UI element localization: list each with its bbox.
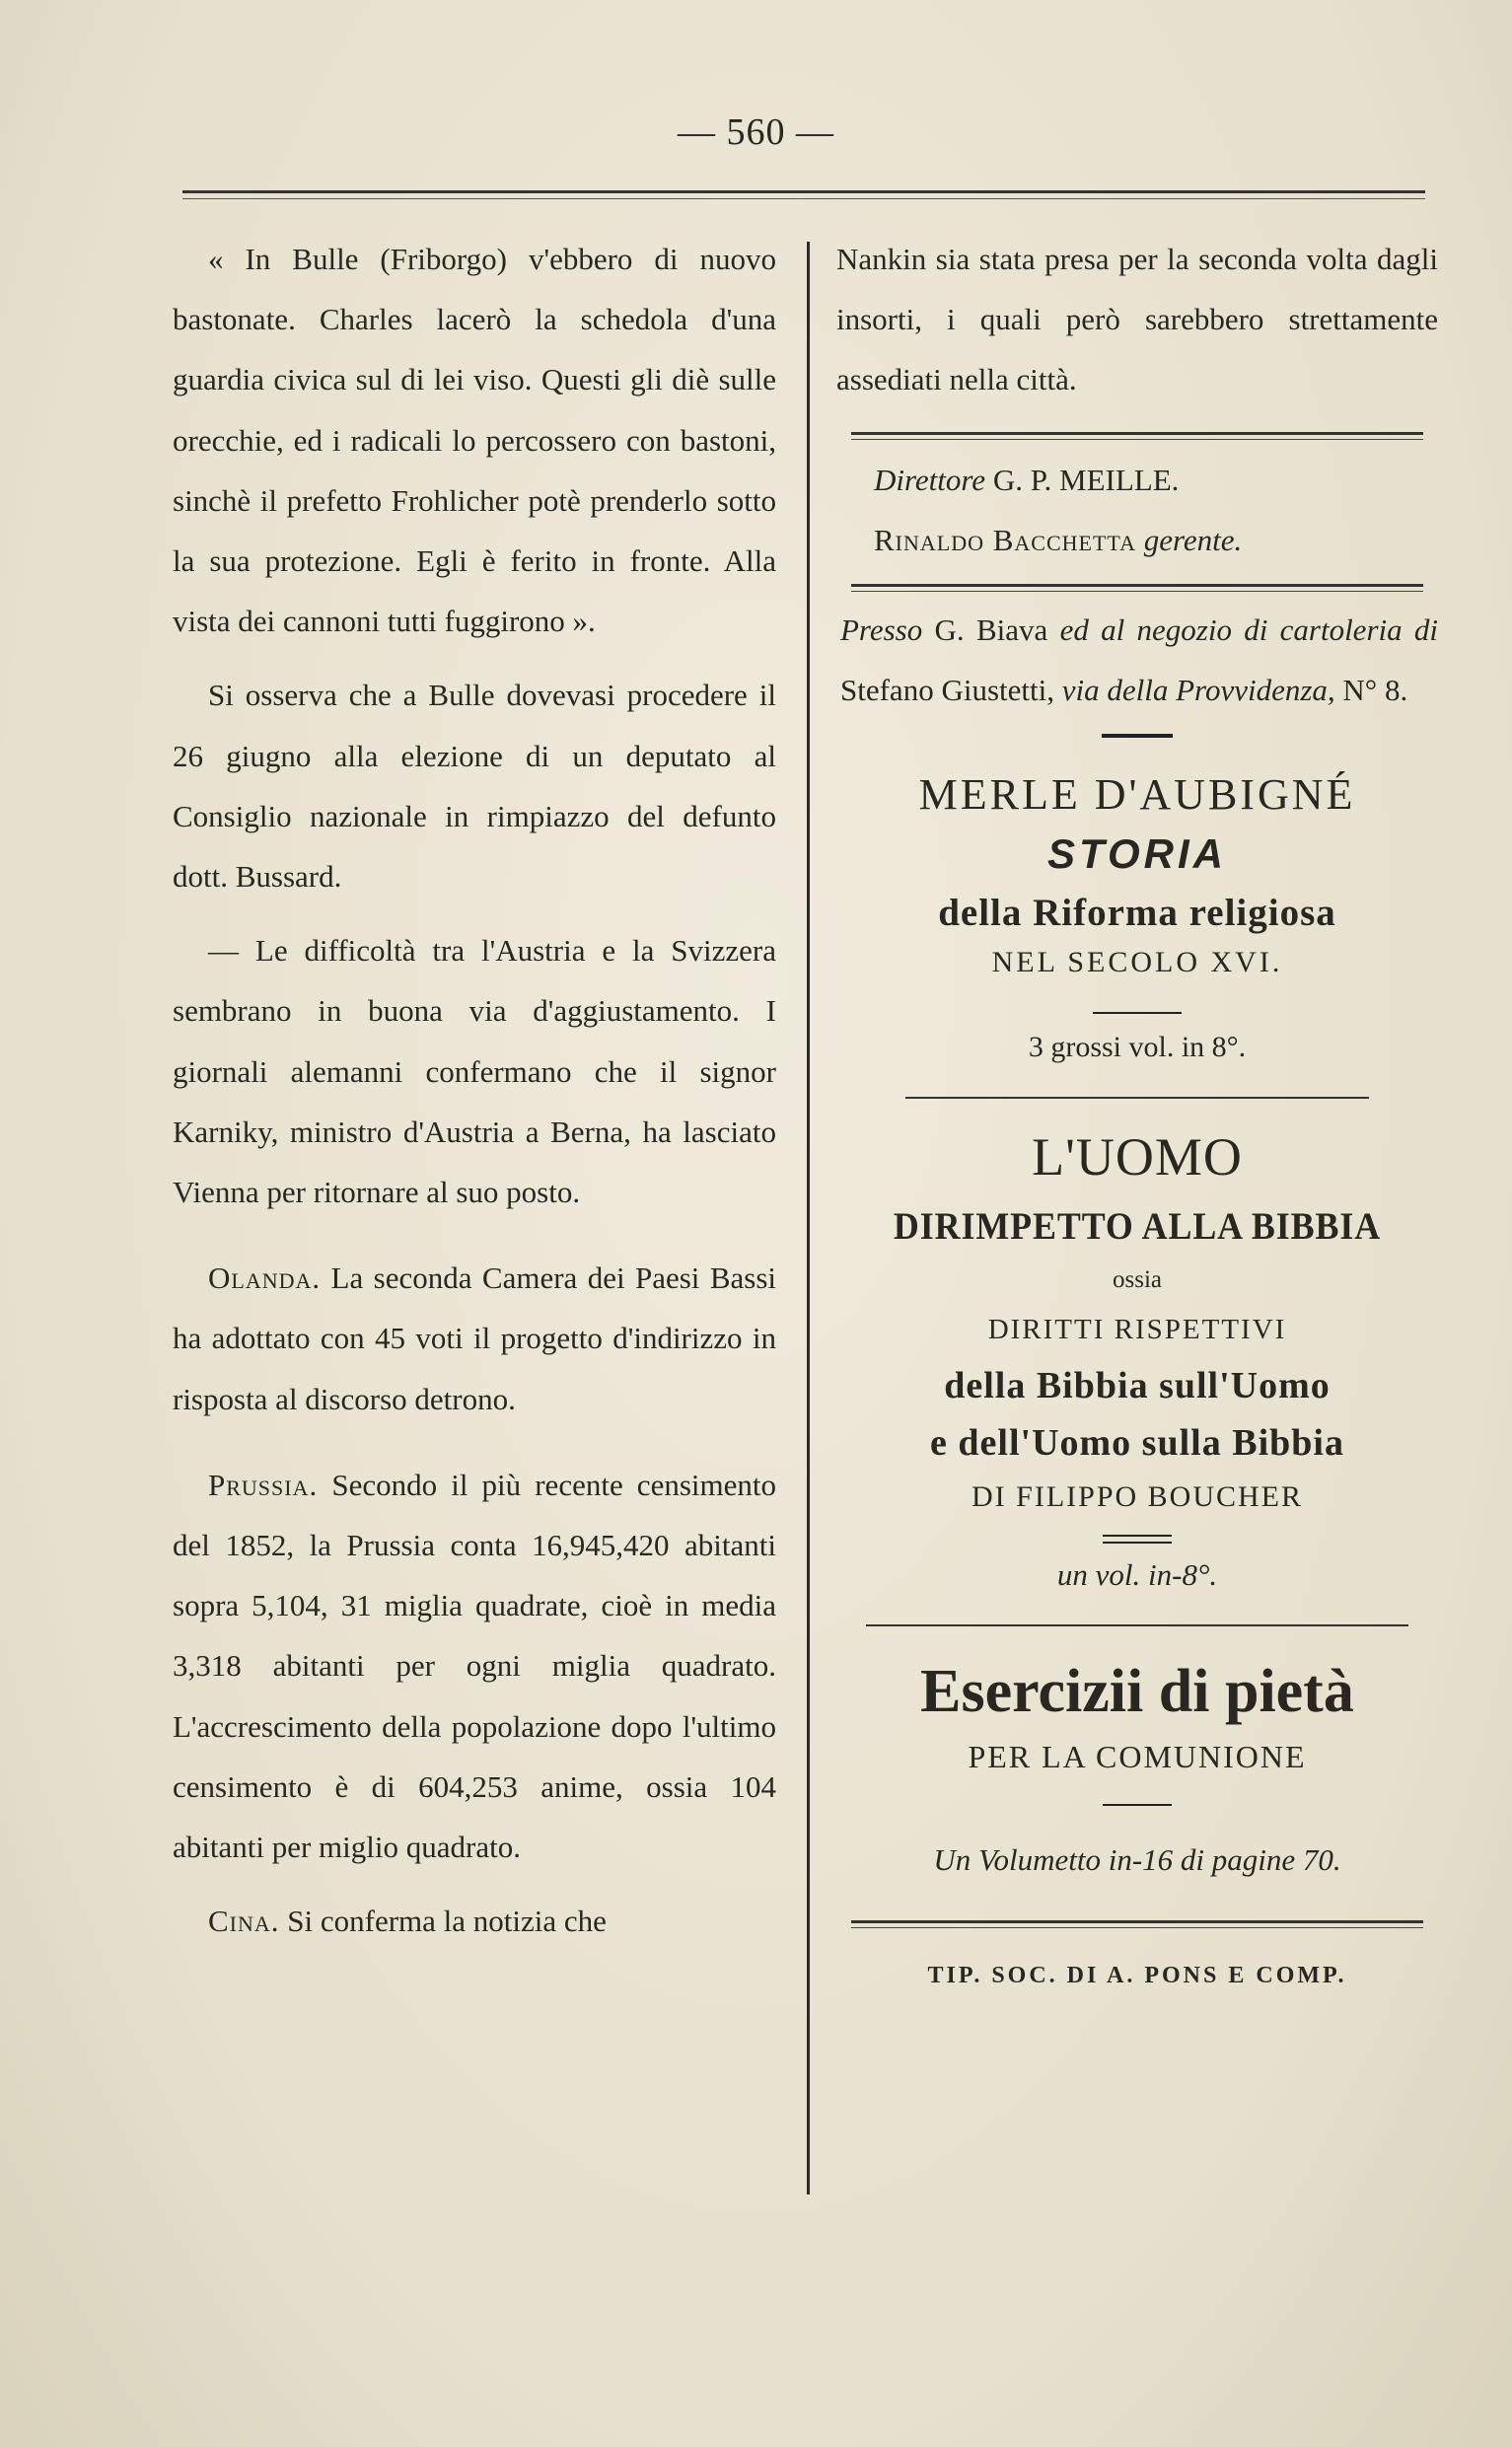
- presso-owner: Stefano Giustetti,: [840, 673, 1054, 708]
- rule-footer: [851, 1920, 1423, 1928]
- olanda-text: La seconda Camera dei Paesi Bassi ha adottato con 45 voti il progetto d'indirizzo in risposta al discorso detrono.: [173, 1260, 776, 1416]
- column-divider: [807, 242, 810, 2195]
- page-number: — 560 —: [678, 111, 834, 153]
- ad3-title: Esercizii di pietà: [920, 1658, 1354, 1726]
- advert-uomo: [836, 1122, 1438, 1603]
- cina-heading: Cina.: [208, 1904, 280, 1939]
- ad2-line2: e dell'Uomo sulla Bibbia: [930, 1422, 1344, 1465]
- presso-number: N° 8.: [1342, 673, 1408, 708]
- article-olanda: [173, 1248, 776, 1429]
- ad2-diritti: DIRITTI RISPETTIVI: [987, 1314, 1287, 1346]
- advert-esercizii: [836, 1652, 1438, 1890]
- ad3-subtitle: PER LA COMUNIONE: [968, 1739, 1307, 1775]
- article-cina-continued: Nankin sia stata presa per la seconda volta dagli insorti, i quali però sarebbero strettamente assediati nella città.: [836, 242, 1438, 397]
- rule-ad1-inner: [1093, 1012, 1182, 1014]
- ad1-century: NEL SECOLO XVI.: [991, 946, 1283, 979]
- presso-name: G. Biava: [934, 612, 1048, 648]
- header-rule: [182, 190, 1425, 199]
- ad2-title: L'UOMO: [1032, 1127, 1243, 1188]
- ad3-format: Un Volumetto in-16 di pagine 70.: [933, 1842, 1341, 1878]
- presso-shop: ed al negozio di cartoleria di: [1059, 612, 1439, 648]
- ad2-format: un vol. in-8°.: [1056, 1557, 1218, 1593]
- article-bulle-election: Si osserva che a Bulle dovevasi procedere il 26 giugno alla elezione di un deputato al Consiglio nazionale in rimpiazzo del defunto dott. Bussard.: [173, 678, 776, 895]
- ad2-title2: DIRIMPETTO ALLA BIBBIA: [893, 1205, 1382, 1249]
- director-label: Direttore: [874, 462, 986, 497]
- rule-ad1: [1102, 734, 1173, 738]
- masthead-credits: [836, 450, 1438, 570]
- printer-credit: TIP. SOC. DI A. PONS E COMP.: [927, 1962, 1347, 1988]
- cina-text: Si conferma la notizia che: [279, 1904, 607, 1939]
- rule-presso: [851, 584, 1423, 592]
- article-prussia: [173, 1455, 776, 1877]
- rule-ad2-inner: [1103, 1535, 1172, 1544]
- ad1-author: MERLE D'AUBIGNÉ: [918, 770, 1356, 820]
- rule-ad2: [905, 1097, 1369, 1099]
- ad1-title: STORIA: [1047, 830, 1227, 878]
- olanda-heading: Olanda.: [208, 1260, 322, 1296]
- ad2-ossia: ossia: [1113, 1266, 1162, 1294]
- prussia-heading: Prussia.: [208, 1467, 319, 1502]
- manager-name: Rinaldo Bacchetta: [874, 522, 1136, 557]
- left-column: [173, 229, 776, 1951]
- article-bulle: « In Bulle (Friborgo) v'ebbero di nuovo bastonate. Charles lacerò la schedola d'una guardia civica sul di lei viso. Questi gli diè sulle orecchie, ed i radicali lo percossero con bastoni, sinchè il prefetto Frohlicher potè prenderlo sotto la sua protezione. Egli è ferito in fronte. Alla vista dei cannoni tutti fuggirono ».: [173, 242, 776, 639]
- rule-masthead: [851, 432, 1423, 440]
- advert-storia: [836, 767, 1438, 1075]
- ad1-subtitle: della Riforma religiosa: [938, 892, 1336, 935]
- right-column: [836, 229, 1438, 2006]
- prussia-text: Secondo il più recente censimento del 1852, la Prussia conta 16,945,420 abitanti sopra 5,104, 31 miglia quadrate, cioè in media 3,318 abitanti per ogni miglia quadrato. L'accrescimento della popolazione dopo l'ultimo censimento è di 604,253 anime, ossia 104 abitanti per miglio quadrato.: [173, 1467, 776, 1865]
- rule-ad3: [866, 1624, 1408, 1626]
- presso-word: Presso: [840, 612, 923, 648]
- article-cina: [173, 1891, 776, 1951]
- ad1-format: 3 grossi vol. in 8°.: [1028, 1031, 1247, 1064]
- ad2-line1: della Bibbia sull'Uomo: [944, 1365, 1331, 1407]
- ad2-author: DI FILIPPO BOUCHER: [971, 1480, 1304, 1514]
- presso-notice: [836, 600, 1438, 720]
- director-name: G. P. MEILLE.: [992, 462, 1180, 497]
- article-austria-switzerland: — Le difficoltà tra l'Austria e la Svizzera sembrano in buona via d'aggiustamento. I giornali alemanni confermano che il signor Karniky, ministro d'Austria a Berna, ha lasciato Vienna per ritornare al suo posto.: [173, 933, 776, 1210]
- presso-street: via della Provvidenza,: [1061, 673, 1335, 708]
- manager-label: gerente.: [1143, 522, 1243, 557]
- rule-ad3-inner: [1103, 1804, 1172, 1806]
